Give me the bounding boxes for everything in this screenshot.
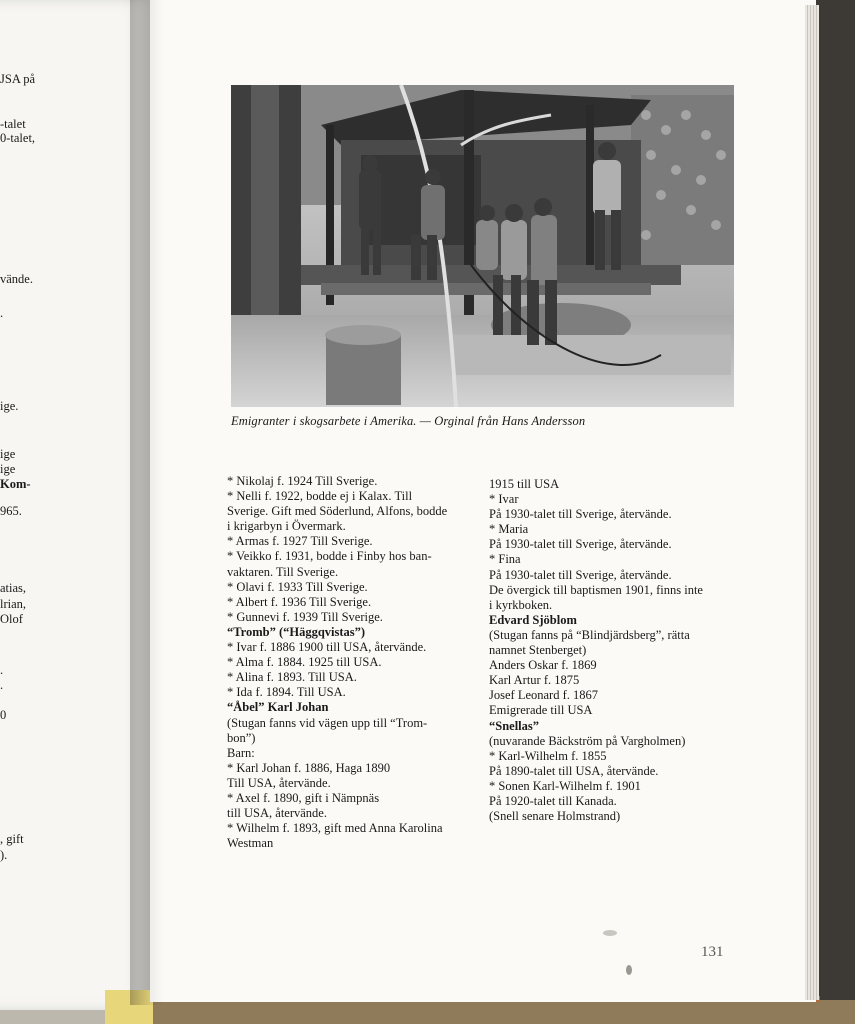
left-page-text-fragment: -talet — [0, 117, 26, 131]
left-page-text-fragment: lrian, — [0, 597, 27, 611]
text-line: * Ivar f. 1886 1900 till USA, återvände. — [227, 640, 427, 655]
text-line: i kyrkboken. — [489, 597, 553, 612]
text-line: (Stugan fanns på “Blindjärdsberg”, rätta — [489, 627, 690, 642]
text-line: På 1930-talet till Sverige, återvände. — [489, 507, 672, 522]
left-page-text-fragment: ). — [0, 848, 8, 862]
book-cover-edge — [816, 0, 855, 1024]
text-line: (nuvarande Bäckström på Vargholmen) — [489, 733, 686, 748]
text-line: bon”) — [227, 730, 256, 745]
section-heading: “Tromb” (“Häggqvistas”) — [227, 624, 366, 639]
text-line: Sverige. Gift med Söderlund, Alfons, bodde — [227, 504, 448, 519]
left-page-text-fragment: ige — [0, 447, 16, 461]
text-line: På 1930-talet till Sverige, återvände. — [489, 567, 672, 582]
text-line: vaktaren. Till Sverige. — [227, 564, 339, 579]
text-line: * Maria — [489, 522, 529, 537]
text-column-left — [227, 474, 475, 851]
text-line: * Nikolaj f. 1924 Till Sverige. — [227, 474, 378, 488]
page-number: 131 — [701, 944, 724, 960]
left-page-text-fragment: 0 — [0, 708, 7, 722]
section-heading: “Snellas” — [489, 718, 540, 733]
text-line: Anders Oskar f. 1869 — [489, 658, 597, 673]
left-page — [0, 0, 150, 1010]
left-page-text-fragment: 965. — [0, 504, 22, 518]
left-page-text-fragment: 0-talet, — [0, 131, 36, 145]
text-line: Barn: — [227, 745, 255, 760]
text-line: Josef Leonard f. 1867 — [489, 688, 598, 703]
text-line: * Alina f. 1893. Till USA. — [227, 670, 357, 685]
text-line: Westman — [227, 836, 274, 851]
text-line: * Alma f. 1884. 1925 till USA. — [227, 655, 382, 670]
text-line: På 1890-talet till USA, återvände. — [489, 763, 659, 778]
text-line: 1915 till USA — [489, 477, 560, 491]
text-line: På 1920-talet till Kanada. — [489, 793, 617, 808]
left-page-text-fragment: vände. — [0, 272, 33, 286]
left-page-text-fragment: . — [0, 678, 4, 692]
text-line: * Nelli f. 1922, bodde ej i Kalax. Till — [227, 489, 413, 504]
text-line: * Ida f. 1894. Till USA. — [227, 685, 346, 700]
section-heading: “Åbel” Karl Johan — [227, 700, 329, 715]
text-line: (Stugan fanns vid vägen upp till “Trom- — [227, 715, 428, 730]
text-line: * Albert f. 1936 Till Sverige. — [227, 594, 372, 609]
paper-smudge — [603, 930, 617, 936]
text-line: * Karl Johan f. 1886, Haga 1890 — [227, 760, 391, 775]
text-line: * Fina — [489, 552, 521, 567]
text-line: namnet Stenberget) — [489, 643, 587, 658]
left-page-text-fragment: JSA på — [0, 72, 36, 86]
text-line: De övergick till baptismen 1901, finns inte — [489, 582, 703, 597]
text-line: * Veikko f. 1931, bodde i Finby hos ban- — [227, 549, 432, 564]
text-line: Till USA, återvände. — [227, 775, 331, 790]
text-line: * Armas f. 1927 Till Sverige. — [227, 534, 373, 549]
page-stack-edge — [805, 5, 819, 1000]
left-page-text-fragment: ige. — [0, 399, 19, 413]
photo-caption: Emigranter i skogsarbete i Amerika. — Orginal från Hans Andersson — [231, 414, 586, 428]
left-page-text-fragment: . — [0, 306, 4, 320]
left-page-text-fragment: Kom- — [0, 477, 31, 491]
left-page-text-fragment: ige — [0, 462, 16, 476]
left-page-text-fragment: . — [0, 663, 4, 677]
text-line: * Karl-Wilhelm f. 1855 — [489, 748, 607, 763]
text-line: Karl Artur f. 1875 — [489, 673, 580, 688]
text-line: * Sonen Karl-Wilhelm f. 1901 — [489, 778, 641, 793]
text-line: På 1930-talet till Sverige, återvände. — [489, 537, 672, 552]
section-heading: Edvard Sjöblom — [489, 612, 577, 627]
text-line: * Olavi f. 1933 Till Sverige. — [227, 579, 368, 594]
text-line: till USA, återvände. — [227, 806, 327, 821]
text-line: * Wilhelm f. 1893, gift med Anna Karolina — [227, 821, 443, 836]
text-line: i krigarbyn i Övermark. — [227, 519, 346, 534]
text-column-right — [489, 477, 739, 824]
historical-photograph — [231, 85, 734, 407]
text-line: Emigrerade till USA — [489, 703, 593, 718]
paper-smudge — [626, 965, 632, 975]
left-page-text-fragment: atias, — [0, 581, 27, 595]
gutter-shadow — [130, 0, 164, 1005]
left-page-text-fragment: , gift — [0, 832, 24, 846]
book-bottom-edge — [120, 1000, 855, 1024]
text-line: * Gunnevi f. 1939 Till Sverige. — [227, 609, 383, 624]
text-line: * Ivar — [489, 492, 519, 507]
text-line: (Snell senare Holmstrand) — [489, 809, 621, 824]
left-page-text-fragment: Olof — [0, 612, 23, 626]
text-line: * Axel f. 1890, gift i Nämpnäs — [227, 790, 380, 805]
